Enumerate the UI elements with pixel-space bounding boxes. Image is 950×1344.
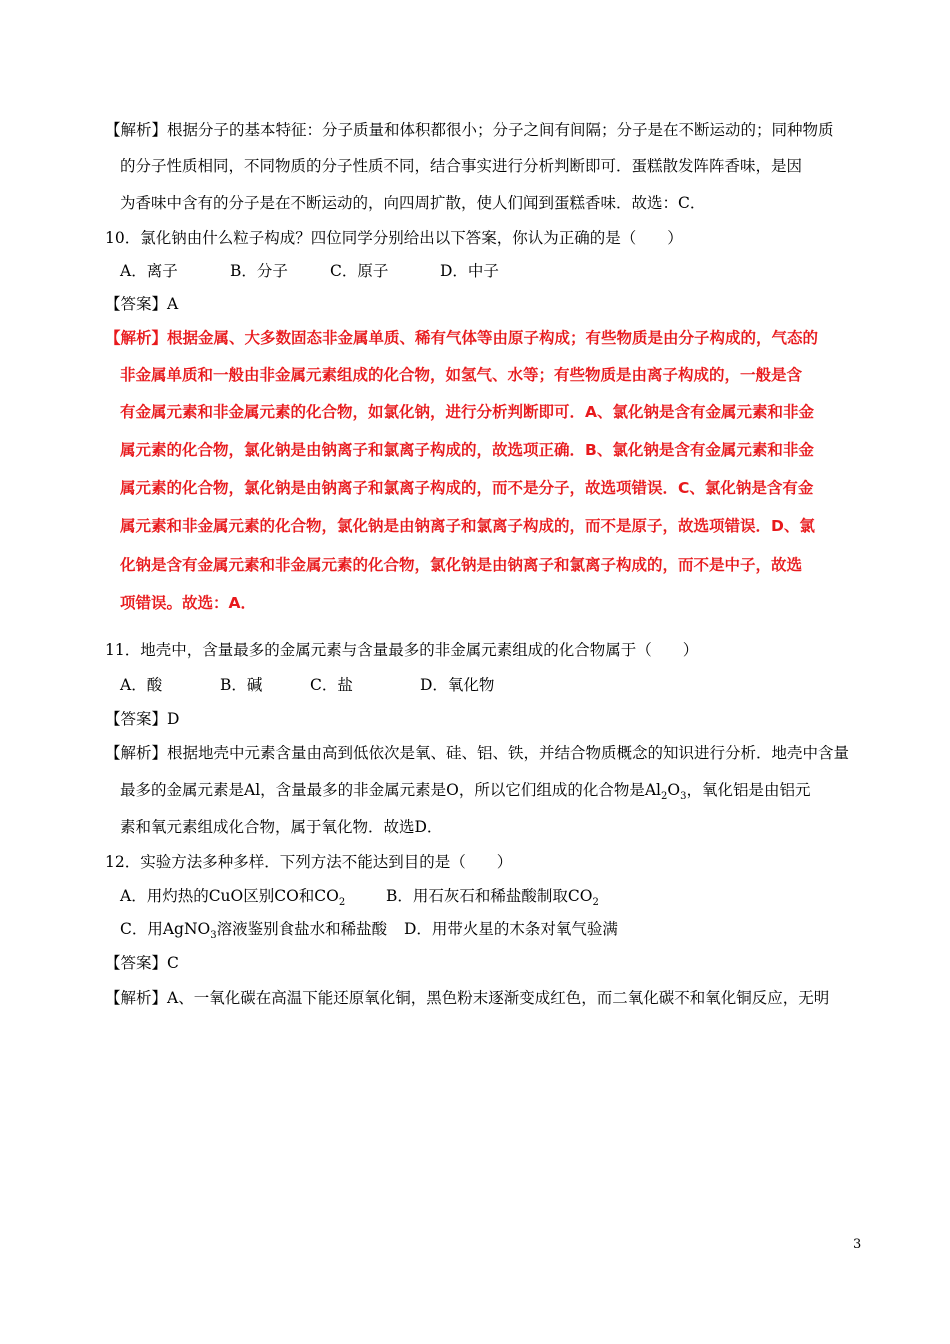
q10-explanation-line: 【解析】根据金属、大多数固态非金属单质、稀有气体等由原子构成；有些物质是由分子构成的，气态的 (105, 329, 819, 347)
q10-explanation-line: 有金属元素和非金属元素的化合物，如氯化钠，进行分析判断即可．A、氯化钠是含有金属元素和非金 (120, 403, 814, 421)
explanation-line: 的分子性质相同，不同物质的分子性质不同，结合事实进行分析判断即可．蛋糕散发阵阵香味，是因 (120, 157, 803, 175)
question-12-stem: 12．实验方法多种多样．下列方法不能达到目的是（ ） (105, 853, 513, 871)
q10-answer: 【答案】A (105, 295, 179, 313)
question-10-stem: 10．氯化钠由什么粒子构成？四位同学分别给出以下答案，你认为正确的是（ ） (105, 229, 683, 247)
explanation-line: 【解析】根据分子的基本特征：分子质量和体积都很小；分子之间有间隔；分子是在不断运动的；同种物质 (105, 121, 834, 139)
q10-explanation-line: 属元素的化合物，氯化钠是由钠离子和氯离子构成的，故选项正确．B、氯化钠是含有金属元素和非金 (120, 441, 814, 459)
q10-explanation-line: 化钠是含有金属元素和非金属元素的化合物，氯化钠是由钠离子和氯离子构成的，而不是中子，故选 (120, 556, 803, 574)
q10-option-b: B．分子 (230, 262, 288, 280)
q11-option-c: C．盐 (310, 676, 353, 694)
question-11-stem: 11．地壳中，含量最多的金属元素与含量最多的非金属元素组成的化合物属于（ ） (105, 641, 699, 659)
q12-option-d: D．用带火星的木条对氧气验满 (404, 920, 618, 938)
explanation-line: 为香味中含有的分子是在不断运动的，向四周扩散，使人们闻到蛋糕香味．故选：C． (120, 194, 706, 212)
q12-option-c: C．用AgNO$_3$溶液鉴别食盐水和稀盐酸 (120, 920, 388, 942)
q11-explanation-line: 【解析】根据地壳中元素含量由高到低依次是氧、硅、铝、铁，并结合物质概念的知识进行分析．地壳中含量 (105, 744, 850, 762)
q12-explanation-line: 【解析】A、一氧化碳在高温下能还原氧化铜，黑色粉末逐渐变成红色，而二氧化碳不和氧化铜反应，无明 (105, 989, 830, 1007)
q11-option-b: B．碱 (220, 676, 263, 694)
q11-explanation-line: 素和氧元素组成化合物，属于氧化物．故选D． (120, 818, 443, 836)
q11-option-d: D．氧化物 (420, 676, 495, 694)
q10-explanation-line: 项错误。故选：A． (120, 594, 256, 612)
q10-option-d: D．中子 (440, 262, 499, 280)
q12-option-a: A．用灼热的CuO区别CO和$CO_2$ (120, 887, 346, 909)
q12-option-b: B．用石灰石和稀盐酸制取$CO_2$ (386, 887, 599, 909)
q11-explanation-line: 最多的金属元素是Al，含量最多的非金属元素是O，所以它们组成的化合物是$Al_2O_3$，氧化铝是由铝元 (120, 781, 811, 803)
q11-option-a: A．酸 (120, 676, 163, 694)
page-number: 3 (853, 1237, 862, 1252)
q12-answer: 【答案】C (105, 954, 179, 972)
q10-explanation-line: 非金属单质和一般由非金属元素组成的化合物，如氢气、水等；有些物质是由离子构成的，一般是含 (120, 366, 803, 384)
q10-option-a: A．离子 (120, 262, 178, 280)
q11-answer: 【答案】D (105, 710, 180, 728)
q10-option-c: C．原子 (330, 262, 389, 280)
q10-explanation-line: 属元素和非金属元素的化合物，氯化钠是由钠离子和氯离子构成的，而不是原子，故选项错误．D、氯 (120, 517, 815, 535)
q10-explanation-line: 属元素的化合物，氯化钠是由钠离子和氯离子构成的，而不是分子，故选项错误．C、氯化钠是含有金 (120, 479, 814, 497)
